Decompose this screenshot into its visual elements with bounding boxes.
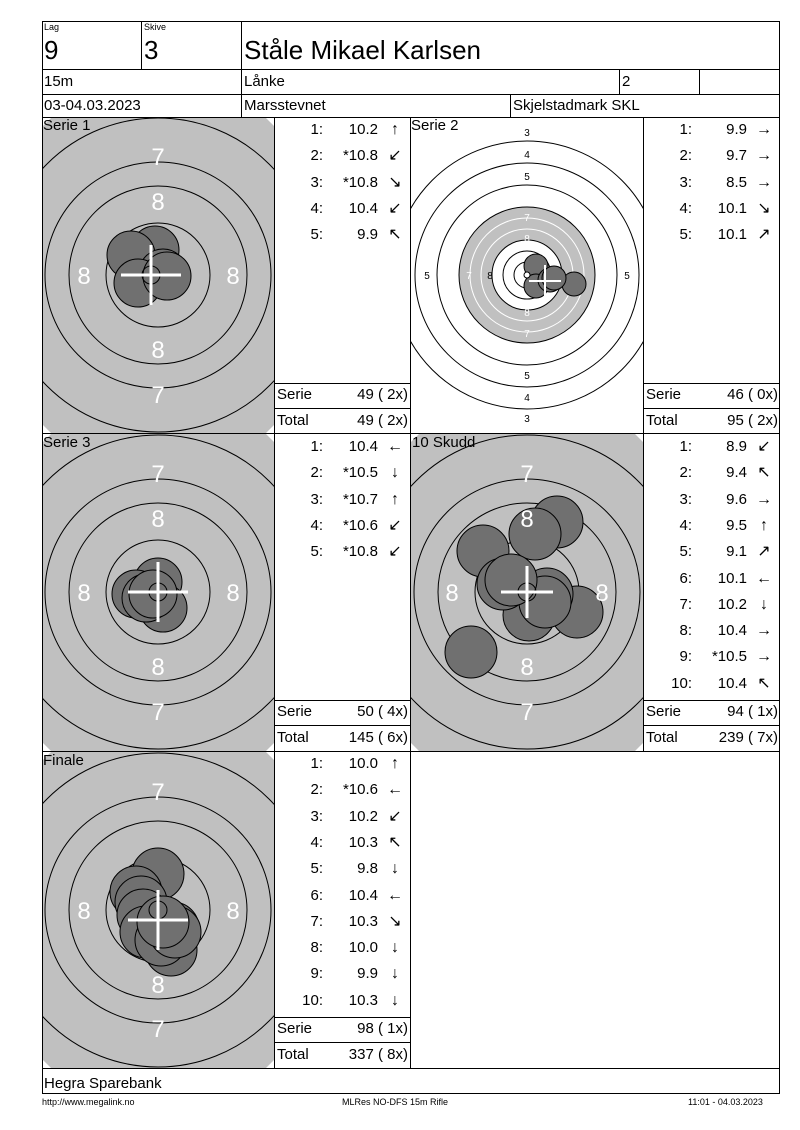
shot-row (275, 225, 410, 245)
serie-label: Serie (277, 703, 313, 720)
shot-number: 6: (310, 886, 323, 904)
serie-value: 46 ( 0x) (727, 386, 778, 403)
ring-number: 4 (524, 393, 530, 404)
shot-row (275, 886, 410, 906)
ring-number: 7 (466, 271, 472, 282)
shot-value: 10.0 (348, 755, 378, 772)
shot-number: 3: (310, 490, 323, 508)
direction-arrow-icon: ← (756, 569, 772, 587)
ring-number: 8 (151, 654, 165, 681)
ring-number: 8 (226, 263, 240, 290)
direction-arrow-icon: ↙ (757, 438, 771, 455)
shot-number: 1: (310, 121, 323, 138)
serie-value: 49 ( 2x) (357, 386, 408, 403)
zoomed-target-svg (43, 434, 274, 751)
direction-arrow-icon: → (756, 648, 772, 666)
total-label: Total (277, 412, 309, 429)
total-label: Total (646, 729, 678, 746)
shot-row (644, 225, 779, 245)
shot-row (275, 964, 410, 984)
shot-number: 4: (310, 516, 323, 534)
total-value: 145 ( 6x) (348, 729, 408, 746)
shot-value: 10.2 (348, 807, 378, 825)
footer-software: MLRes NO-DFS 15m Rifle (342, 1097, 449, 1107)
header-vsep-class2 (699, 69, 700, 94)
serie-sum-row (643, 383, 780, 407)
serie-label: Serie (646, 703, 682, 720)
shot-number: 4: (679, 516, 692, 534)
ring-number: 7 (524, 213, 530, 224)
shot-row (275, 542, 410, 562)
shot-value: 9.7 (726, 147, 747, 165)
skive-label: Skive (144, 22, 167, 32)
direction-arrow-icon: ← (387, 781, 403, 799)
inner-ten (524, 272, 530, 278)
shot-list-serie-1 (275, 118, 410, 383)
shot-row (644, 516, 779, 536)
header-vsep-skive (241, 21, 242, 117)
shot-number: 2: (310, 147, 323, 165)
shot-row (275, 146, 410, 166)
shot-row (275, 833, 410, 853)
direction-arrow-icon: ↑ (760, 516, 768, 534)
shot-value: 10.4 (348, 886, 378, 904)
shot-number: 5: (310, 226, 323, 244)
shot-value: 9.1 (726, 543, 747, 561)
direction-arrow-icon: ↘ (388, 173, 402, 191)
ring-number: 5 (524, 371, 530, 382)
shot-row (644, 569, 779, 589)
shot-row (644, 621, 779, 641)
zoomed-target-svg (43, 752, 274, 1068)
shot-row (644, 463, 779, 483)
shot-row (275, 173, 410, 193)
total-value: 49 ( 2x) (357, 412, 408, 429)
direction-arrow-icon: → (756, 490, 772, 508)
shot-hole (129, 570, 177, 618)
serie-sum-row (274, 1017, 410, 1041)
serie-label: Serie (277, 386, 313, 403)
direction-arrow-icon: ↙ (388, 807, 402, 825)
skive-value: 3 (144, 35, 159, 65)
total-sum-row (643, 726, 780, 750)
direction-arrow-icon: ↓ (391, 991, 399, 1009)
header-divider-2 (42, 94, 780, 95)
shot-value: *10.8 (342, 543, 378, 561)
distance: 15m (44, 73, 74, 90)
shot-value: 9.8 (357, 860, 378, 878)
shot-number: 1: (679, 438, 692, 455)
total-value: 239 ( 7x) (718, 729, 778, 746)
shot-row (275, 991, 410, 1011)
shooter-name: Ståle Mikael Karlsen (244, 35, 481, 65)
shot-number: 3: (310, 807, 323, 825)
shot-number: 10: (302, 991, 323, 1009)
ring-number: 6 (524, 192, 530, 203)
ring-number: 3 (524, 414, 530, 425)
direction-arrow-icon: → (756, 173, 772, 191)
shot-number: 2: (310, 781, 323, 799)
shot-number: 10: (671, 674, 692, 692)
shot-value: 10.4 (348, 438, 378, 455)
ring-number: 8 (524, 234, 530, 245)
lag-value: 9 (44, 35, 59, 65)
frame-bottom (42, 1093, 780, 1094)
shot-number: 8: (310, 939, 323, 957)
shot-value: 9.9 (357, 226, 378, 244)
serie-label: Serie (277, 1020, 313, 1037)
shot-row (275, 490, 410, 510)
shot-number: 9: (310, 965, 323, 983)
shot-row (275, 199, 410, 219)
title-serie-1: Serie 1 (43, 117, 91, 134)
shot-value: 10.4 (348, 199, 378, 217)
direction-arrow-icon: ↓ (391, 464, 399, 482)
ring-number: 8 (445, 580, 459, 607)
direction-arrow-icon: ↙ (388, 516, 402, 534)
direction-arrow-icon: → (756, 622, 772, 640)
footer-url[interactable]: http://www.megalink.no (42, 1097, 135, 1107)
title-10-skudd: 10 Skudd (412, 434, 476, 451)
zoomed-target-svg (43, 118, 274, 433)
shot-row (275, 516, 410, 536)
shot-row (644, 542, 779, 562)
header-vsep-org (510, 94, 511, 117)
shot-row (275, 938, 410, 958)
shot-value: 10.3 (348, 991, 378, 1009)
shot-number: 5: (310, 543, 323, 561)
class: 2 (622, 73, 631, 90)
shot-value: 9.9 (357, 965, 378, 983)
shot-value: 10.4 (717, 674, 747, 692)
serie-value: 94 ( 1x) (727, 703, 778, 720)
shot-number: 8: (679, 622, 692, 640)
total-sum-row (274, 409, 410, 433)
target-finale (43, 752, 274, 1068)
shot-row (275, 912, 410, 932)
shot-row (644, 173, 779, 193)
lag-label: Lag (44, 22, 60, 32)
serie-sum-row (274, 383, 410, 407)
shot-value: 9.9 (726, 121, 747, 138)
direction-arrow-icon: ↓ (391, 939, 399, 957)
direction-arrow-icon: ↑ (391, 490, 399, 508)
shot-value: 9.4 (726, 464, 747, 482)
shot-value: *10.5 (342, 464, 378, 482)
direction-arrow-icon: ↘ (388, 912, 402, 930)
full-target-svg (411, 118, 643, 433)
direction-arrow-icon: ↖ (757, 464, 771, 482)
shot-value: 10.1 (717, 199, 747, 217)
shot-number: 4: (310, 833, 323, 851)
shot-value: 10.1 (717, 226, 747, 244)
shot-row (644, 437, 779, 457)
direction-arrow-icon: ↖ (757, 674, 771, 692)
serie-label: Serie (646, 386, 682, 403)
shot-hole (509, 508, 561, 560)
shot-number: 9: (679, 648, 692, 666)
ring-number: 6 (603, 271, 609, 282)
frame-right (779, 21, 780, 1093)
shot-number: 5: (679, 543, 692, 561)
direction-arrow-icon: ↗ (757, 226, 771, 244)
shot-row (644, 199, 779, 219)
ring-number: 6 (524, 350, 530, 361)
ring-number: 7 (151, 779, 165, 806)
header-vsep-class (619, 69, 620, 94)
total-value: 337 ( 8x) (348, 1046, 408, 1063)
shot-number: 5: (679, 226, 692, 244)
direction-arrow-icon: ↗ (757, 543, 771, 561)
shot-list-serie-3 (275, 434, 410, 700)
direction-arrow-icon: ← (387, 886, 403, 904)
ring-number: 8 (77, 263, 91, 290)
shot-value: *10.5 (711, 648, 747, 666)
shot-number: 4: (310, 199, 323, 217)
serie-value: 50 ( 4x) (357, 703, 408, 720)
shot-row (275, 807, 410, 827)
direction-arrow-icon: ↑ (391, 755, 399, 772)
shot-number: 7: (310, 912, 323, 930)
shot-value: *10.8 (342, 173, 378, 191)
shot-value: 8.9 (726, 438, 747, 455)
target-serie-2 (411, 118, 643, 433)
total-sum-row (274, 726, 410, 750)
ring-number: 7 (520, 461, 534, 488)
shot-number: 2: (679, 464, 692, 482)
shot-row (275, 463, 410, 483)
ring-number: 7 (151, 461, 165, 488)
shot-row (275, 859, 410, 879)
shot-row (275, 437, 410, 457)
shot-row (275, 754, 410, 774)
event-name: Marsstevnet (244, 97, 326, 114)
ring-number: 8 (520, 654, 534, 681)
direction-arrow-icon: ↙ (388, 147, 402, 165)
ring-number: 3 (524, 128, 530, 139)
zoomed-target-svg (411, 434, 643, 751)
ring-number: 8 (77, 898, 91, 925)
ring-number: 5 (524, 172, 530, 183)
ring-number: 8 (151, 972, 165, 999)
total-sum-row (643, 409, 780, 433)
ring-number: 8 (520, 506, 534, 533)
ring-number: 8 (151, 337, 165, 364)
header-divider-1 (42, 69, 780, 70)
shot-number: 3: (310, 173, 323, 191)
ring-number: 8 (151, 189, 165, 216)
shot-value: 10.2 (348, 121, 378, 138)
shot-number: 4: (679, 199, 692, 217)
direction-arrow-icon: ← (387, 438, 403, 455)
ring-number: 8 (595, 580, 609, 607)
direction-arrow-icon: ↓ (760, 595, 768, 613)
club: Lånke (244, 73, 285, 90)
shot-row (644, 120, 779, 140)
shot-value: 10.0 (348, 939, 378, 957)
footer-printed: 11:01 - 04.03.2023 (688, 1097, 763, 1107)
title-serie-3: Serie 3 (43, 434, 91, 451)
shot-hole (445, 626, 497, 678)
direction-arrow-icon: ↑ (391, 121, 399, 138)
ring-number: 8 (151, 506, 165, 533)
shot-number: 6: (679, 569, 692, 587)
shot-number: 1: (679, 121, 692, 138)
total-value: 95 ( 2x) (727, 412, 778, 429)
shot-value: 10.3 (348, 833, 378, 851)
shot-number: 1: (310, 438, 323, 455)
shot-number: 3: (679, 173, 692, 191)
title-serie-2: Serie 2 (411, 117, 459, 134)
organizer: Skjelstadmark SKL (513, 97, 640, 114)
direction-arrow-icon: ↘ (757, 199, 771, 217)
total-label: Total (646, 412, 678, 429)
shot-value: *10.7 (342, 490, 378, 508)
shot-row (644, 595, 779, 615)
direction-arrow-icon: ↖ (388, 226, 402, 244)
shot-hole (485, 554, 537, 606)
ring-number: 8 (524, 308, 530, 319)
shot-number: 1: (310, 755, 323, 772)
ring-number: 5 (624, 271, 630, 282)
shot-number: 2: (310, 464, 323, 482)
direction-arrow-icon: → (756, 121, 772, 138)
target-serie-3 (43, 434, 274, 751)
shot-row (275, 120, 410, 140)
header-vsep-lag (141, 21, 142, 69)
total-label: Total (277, 1046, 309, 1063)
direction-arrow-icon: → (756, 147, 772, 165)
shot-value: 10.3 (348, 912, 378, 930)
shot-row (644, 490, 779, 510)
ring-number: 7 (151, 699, 165, 726)
ring-number: 6 (445, 271, 451, 282)
direction-arrow-icon: ↓ (391, 860, 399, 878)
shot-value: 10.1 (717, 569, 747, 587)
shot-value: *10.8 (342, 147, 378, 165)
shot-value: 10.2 (717, 595, 747, 613)
shot-value: 8.5 (726, 173, 747, 191)
shot-list-finale (275, 752, 410, 1017)
ring-number: 8 (77, 580, 91, 607)
shot-row (644, 674, 779, 694)
row-sep-3 (42, 1068, 780, 1069)
shot-value: 9.5 (726, 516, 747, 534)
ring-number: 8 (226, 580, 240, 607)
ring-number: 8 (226, 898, 240, 925)
title-finale: Finale (43, 752, 84, 769)
shot-value: 9.6 (726, 490, 747, 508)
ring-number: 7 (151, 144, 165, 171)
shot-number: 3: (679, 490, 692, 508)
target-10-skudd (411, 434, 643, 751)
total-sum-row (274, 1043, 410, 1067)
shot-number: 5: (310, 860, 323, 878)
shot-row (644, 146, 779, 166)
shot-value: *10.6 (342, 516, 378, 534)
direction-arrow-icon: ↙ (388, 543, 402, 561)
total-label: Total (277, 729, 309, 746)
ring-number: 4 (524, 150, 530, 161)
ring-number: 5 (424, 271, 430, 282)
serie-value: 98 ( 1x) (357, 1020, 408, 1037)
shot-value: 10.4 (717, 622, 747, 640)
target-serie-1 (43, 118, 274, 433)
ring-number: 8 (487, 271, 493, 282)
shot-list-serie-2 (644, 118, 779, 383)
direction-arrow-icon: ↙ (388, 199, 402, 217)
shot-row (644, 647, 779, 667)
shot-hole (137, 896, 189, 948)
direction-arrow-icon: ↓ (391, 965, 399, 983)
ring-number: 7 (151, 382, 165, 409)
direction-arrow-icon: ↖ (388, 833, 402, 851)
ring-number: 7 (151, 1016, 165, 1043)
event-date: 03-04.03.2023 (44, 97, 141, 114)
ring-number: 7 (520, 699, 534, 726)
sponsor: Hegra Sparebank (44, 1075, 162, 1092)
ring-number: 7 (524, 329, 530, 340)
shot-number: 7: (679, 595, 692, 613)
serie-sum-row (274, 700, 410, 724)
shot-row (275, 780, 410, 800)
shot-number: 2: (679, 147, 692, 165)
serie-sum-row (643, 700, 780, 724)
shot-value: *10.6 (342, 781, 378, 799)
shot-list-10-skudd (644, 434, 779, 700)
